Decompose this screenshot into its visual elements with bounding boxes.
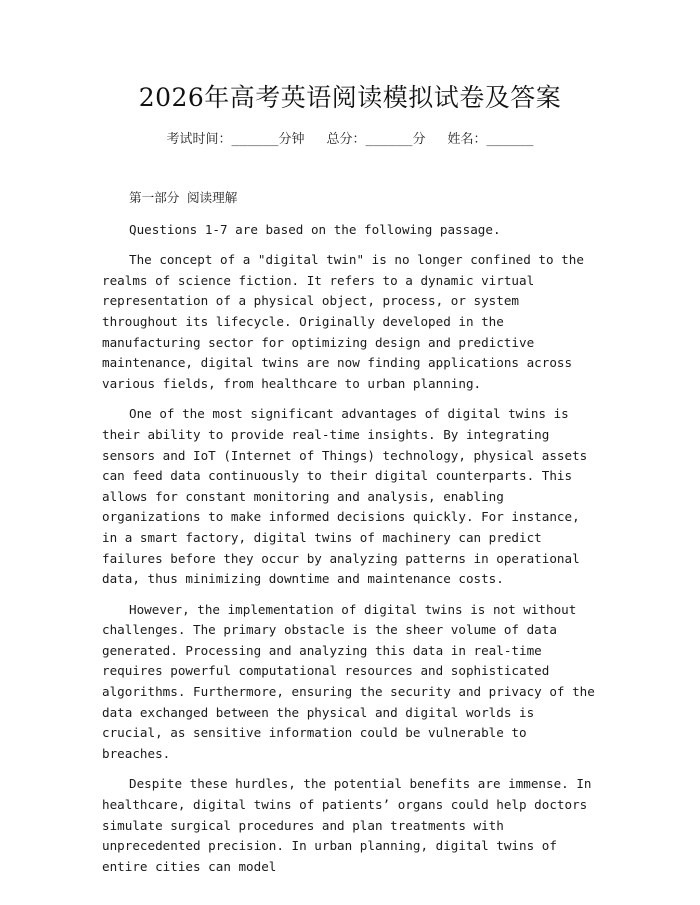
total-score-label: 总分：______分 <box>326 132 426 147</box>
passage-paragraph-3: However, the implementation of digital twins is not without challenges. The primary obstacle is the sheer volume of data generated. Processing and analyzing this data in real-time requires powerful computational resources and sophisticated algorithms. Furthermore, ensuring the security and privacy of the data exchanged between the physical and digital worlds is crucial, as sensitive information could be vulnerable to breaches. <box>102 601 595 761</box>
document-body <box>102 188 602 887</box>
passage-paragraph-1: The concept of a "digital twin" is no longer confined to the realms of science fiction. It refers to a dynamic virtual representation of a physical object, process, or system throughout its lifecycle. Originally developed in the manufacturing sector for optimizing design and predictive maintenance, digital twins are now finding applications across various fields, from healthcare to urban planning. <box>102 252 584 391</box>
document-title: 2026年高考英语阅读模拟试卷及答案 <box>138 83 562 112</box>
section-title: 第一部分 阅读理解 <box>129 190 238 205</box>
exam-meta-line <box>0 130 700 150</box>
passage-paragraph-2: One of the most significant advantages of digital twins is their ability to provide real-time insights. By integrating sensors and IoT (Internet of Things) technology, physical assets can feed data continuously to their digital counterparts. This allows for constant monitoring and analysis, enabling organizations to make informed decisions quickly. For instance, in a smart factory, digital twins of machinery can predict failures before they occur by analyzing patterns in operational data, thus minimizing downtime and maintenance costs. <box>102 406 588 587</box>
student-name-label: 姓名：______ <box>447 132 534 147</box>
passage-intro: Questions 1-7 are based on the following passage. <box>129 221 501 237</box>
passage-paragraph-4: Despite these hurdles, the potential benefits are immense. In healthcare, digital twins of patients’ organs could help doctors simulate surgical procedures and plan treatments with unprecedented precision. In urban planning, digital twins of entire cities can model <box>102 776 592 874</box>
exam-time-label: 考试时间：______分钟 <box>166 132 305 147</box>
